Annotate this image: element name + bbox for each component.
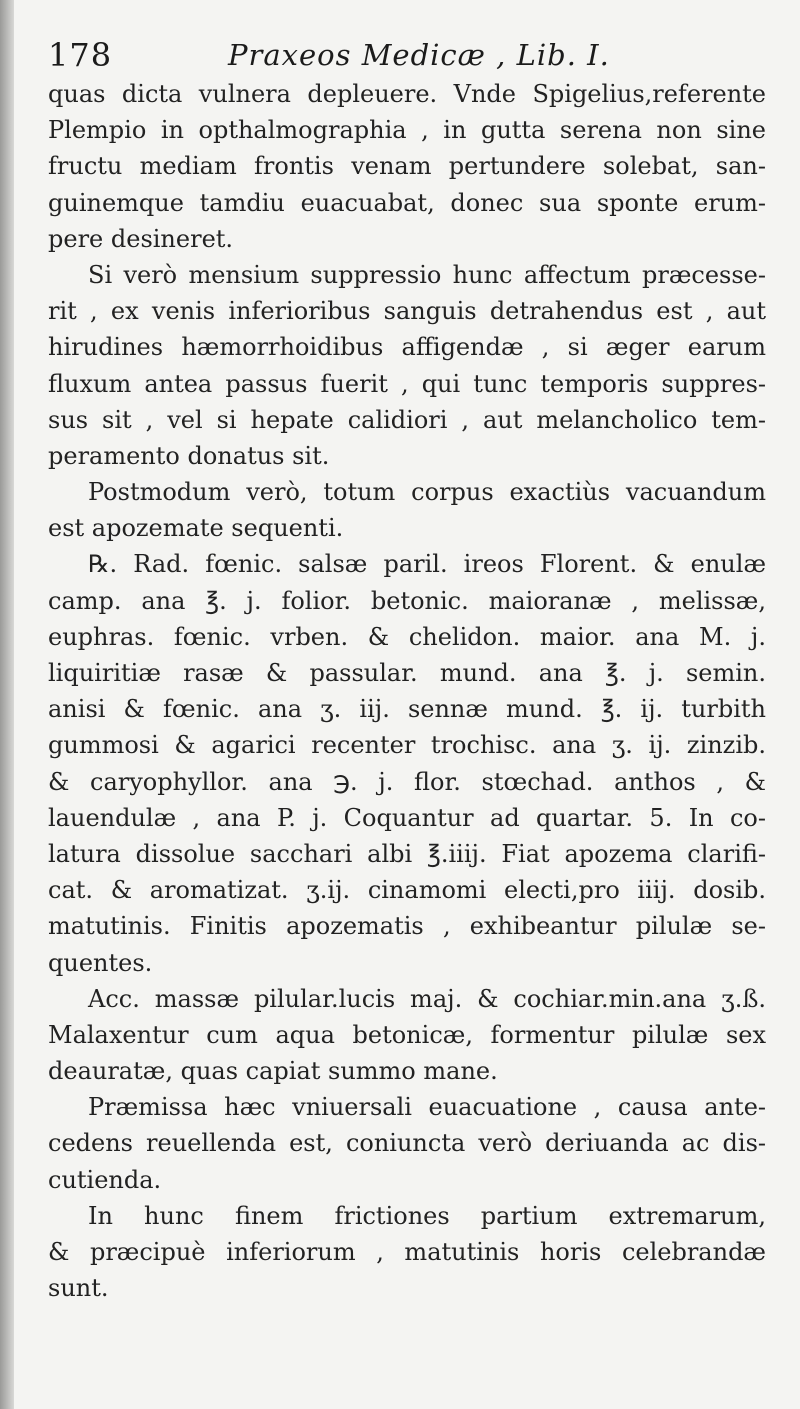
text-line: ℞. Rad. fœnic. salsæ paril. ireos Florent. & enulæ xyxy=(88,550,766,579)
text-line: cat. & aromatizat. ʒ.ij. cinamomi electi,pro iiij. dosib. xyxy=(48,876,766,905)
text-line: quentes. xyxy=(48,948,153,977)
page-gutter-shadow xyxy=(0,0,14,1409)
body-text xyxy=(48,76,766,1306)
text-line: cutienda. xyxy=(48,1165,162,1194)
text-line: Acc. massæ pilular.lucis maj. & cochiar.min.ana ʒ.ß. xyxy=(88,984,766,1013)
text-line: pere desineret. xyxy=(48,224,234,253)
text-line: Præmissa hæc vniuersali euacuatione , causa ante- xyxy=(88,1093,766,1122)
text-line: matutinis. Finitis apozematis , exhibeantur pilulæ se- xyxy=(48,912,766,941)
text-line: euphras. fœnic. vrben. & chelidon. maior. ana M. j. xyxy=(48,622,766,651)
page-header xyxy=(48,30,768,82)
page-number: 178 xyxy=(48,36,113,74)
text-line: In hunc finem frictiones partium extremarum, xyxy=(88,1201,766,1230)
text-line: peramento donatus sit. xyxy=(48,441,330,470)
text-line: guinemque tamdiu euacuabat, donec sua sponte erum- xyxy=(48,188,766,217)
text-line: Postmodum verò, totum corpus exactiùs vacuandum xyxy=(88,478,766,507)
text-line: Si verò mensium suppressio hunc affectum præcesse- xyxy=(88,260,766,289)
text-line: quas dicta vulnera depleuere. Vnde Spigelius,referente xyxy=(48,80,766,108)
text-line: anisi & fœnic. ana ʒ. iij. sennæ mund. ℥. ij. turbith xyxy=(48,695,766,724)
text-line: sunt. xyxy=(48,1274,109,1303)
text-line: est apozemate sequenti. xyxy=(48,514,344,543)
text-line: fluxum antea passus fuerit , qui tunc temporis suppres- xyxy=(48,369,766,398)
text-line: Malaxentur cum aqua betonicæ, formentur pilulæ sex xyxy=(48,1020,766,1049)
text-line: sus sit , vel si hepate calidiori , aut melancholico tem- xyxy=(48,405,766,434)
text-line: Plempio in opthalmographia , in gutta serena non sine xyxy=(48,116,766,145)
text-line: & præcipuè inferiorum , matutinis horis celebrandæ xyxy=(48,1238,766,1266)
text-line: lauendulæ , ana P. j. Coquantur ad quartar. 5. In co- xyxy=(48,803,766,832)
text-line: latura dissolue sacchari albi ℥.iiij. Fiat apozema clarifi- xyxy=(48,839,766,868)
text-line: fructu mediam frontis venam pertundere solebat, san- xyxy=(48,152,766,181)
running-head: Praxeos Medicæ , Lib. I. xyxy=(228,38,610,72)
text-line: liquiritiæ rasæ & passular. mund. ana ℥. j. semin. xyxy=(48,659,766,687)
text-line: camp. ana ℥. j. folior. betonic. maioranæ , melissæ, xyxy=(48,586,766,615)
text-line: hirudines hæmorrhoidibus affigendæ , si æger earum xyxy=(48,333,766,362)
text-line: rit , ex venis inferioribus sanguis detrahendus est , aut xyxy=(48,297,766,326)
text-line: & caryophyllor. ana ℈. j. flor. stœchad. anthos , & xyxy=(48,767,766,796)
text-line: deauratæ, quas capiat summo mane. xyxy=(48,1057,498,1086)
text-line: gummosi & agarici recenter trochisc. ana ʒ. ij. zinzib. xyxy=(48,731,766,760)
text-line: cedens reuellenda est, coniuncta verò deriuanda ac dis- xyxy=(48,1129,766,1158)
